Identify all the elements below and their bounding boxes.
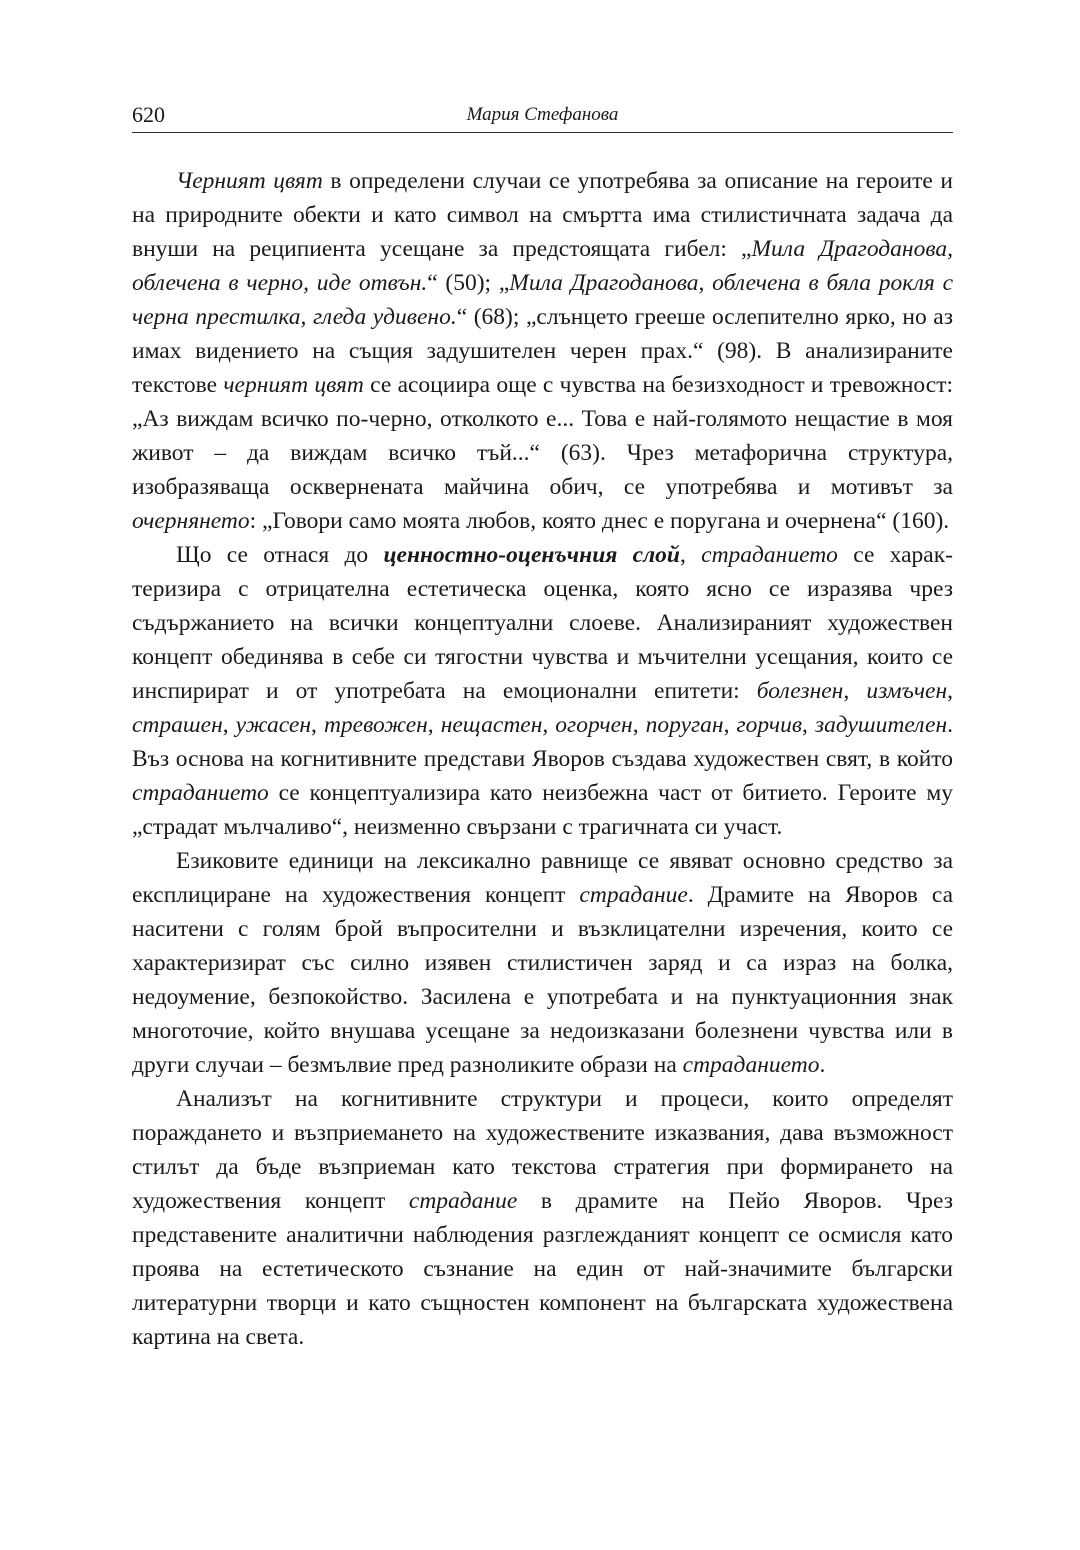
text-run: . Въз основа на когнитивните представи Яворов създава художествен свят, в който	[132, 712, 953, 772]
page-number: 620	[132, 102, 165, 127]
text-run: ,	[843, 678, 867, 704]
text-run: ,	[311, 712, 324, 738]
text-run: в драмите на Пейо Яворов. Чрез представените аналитични наблюдения разглежданият концепт се осмисля като проява на естетическото съзнание на един от най-значимите български литературни творци и като същностен компонент на българската художествена картина на света.	[132, 1188, 953, 1350]
text-run: се характеризира с отрицателна естетическа оценка, която ясно се изразява чрез съдържанието на всички концептуални слоеве. Анализираният художествен концепт обединява в себе си тягостни чувства и мъчителни усещания, които се инспирират и от употребата на емоционални епитети:	[132, 542, 953, 704]
emphasis-italic: Черният цвят	[176, 168, 323, 194]
emphasis-italic: ужасен	[235, 712, 312, 738]
emphasis-italic: тревожен	[323, 712, 428, 738]
paragraph-3	[132, 844, 953, 1082]
text-run: ,	[427, 712, 441, 738]
paragraph-2	[132, 538, 953, 844]
text-run: ,	[723, 712, 737, 738]
text-run: : „Говори само моята любов, която днес е поругана и очернена“ (160).	[249, 508, 950, 534]
text-run: .	[819, 1052, 826, 1078]
emphasis-italic: черният цвят	[223, 372, 364, 398]
paragraph-4	[132, 1082, 953, 1354]
text-run: . Драмите на Яворов са наситени с голям брой въпросителни и възклицателни изречения, които се характеризират със силно изявен стилистичен заряд и са израз на болка, недоумение, безпокойство. Засилена е употребата и на пунктуационния знак многоточие, който внушава усещане за недоизказани болезнени чувства или в други случаи – безмълвие пред разноликите образи на	[132, 882, 954, 1078]
text-run: ,	[802, 712, 815, 738]
paragraph-1	[132, 164, 953, 538]
emphasis-italic: нещастен	[440, 712, 543, 738]
emphasis-italic: горчив	[736, 712, 803, 738]
running-title: Мария Стефанова	[466, 104, 619, 125]
emphasis-italic: очернянето	[132, 508, 250, 534]
text-run: ,	[542, 712, 556, 738]
text-run: “ (50); „	[427, 270, 510, 296]
text-run: “ (68); „слънцето грееше ослепително ярко, но аз имах видението на същия задушителен черен прах.“ (98). В анализираните текстове	[132, 304, 953, 398]
text-run: ,	[947, 678, 954, 704]
text-run: Що се отнася до	[176, 542, 384, 568]
emphasis-italic: страдание	[579, 882, 688, 908]
text-run: ,	[679, 542, 702, 568]
text-run: Анализът на когнитивните структури и процеси, които определят пораждането и възприемането на художествените изказвания, дава възможност стилът да бъде възприеман като текстова стратегия при формирането на художествения концепт	[132, 1086, 953, 1214]
emphasis-italic: страшен	[132, 712, 223, 738]
emphasis-italic: огорчен	[555, 712, 633, 738]
emphasis-italic: страданието	[701, 542, 838, 568]
emphasis-bold-italic: ценностно-оценъчния слой	[383, 542, 680, 568]
emphasis-italic: болезнен	[756, 678, 844, 704]
emphasis-italic: задушителен	[814, 712, 948, 738]
text-run: ,	[222, 712, 236, 738]
emphasis-italic: Мила Драгоданова, облечена в черно, иде отвън.	[132, 236, 953, 296]
text-run: в определени случаи се употребява за описание на героите и на природните обекти и като символ на смъртта има стилистичната задача да внуши на реципиента усещане за предстоящата гибел: „	[132, 168, 953, 262]
text-run: се концептуализира като неизбежна част от битието. Героите му „страдат мълчаливо“, неизменно свързани с трагичната си участ.	[132, 780, 953, 840]
running-header	[132, 100, 953, 133]
emphasis-italic: страданието	[682, 1052, 820, 1078]
text-run: се асоциира още с чувства на безизходност и тревожност: „Аз виждам всичко по-черно, отколкото е... Това е най-голямото нещастие в моя живот – да виждам всичко тъй...“ (63). Чрез метафорична структура, изобразяваща осквернената майчина обич, се употребява и мотивът за	[132, 372, 953, 500]
emphasis-italic: Мила Драгоданова, облечена в бяла рокля с черна престилка, гледа удивено.	[132, 270, 953, 330]
emphasis-italic: страданието	[132, 780, 269, 806]
emphasis-italic: измъчен	[866, 678, 948, 704]
emphasis-italic: страдание	[408, 1188, 518, 1214]
text-run: ,	[632, 712, 646, 738]
body-text	[132, 164, 953, 1354]
emphasis-italic: поруган	[645, 712, 724, 738]
text-run: Езиковите единици на лексикално равнище се явяват основно средство за експлициране на художествения концепт	[132, 848, 953, 908]
